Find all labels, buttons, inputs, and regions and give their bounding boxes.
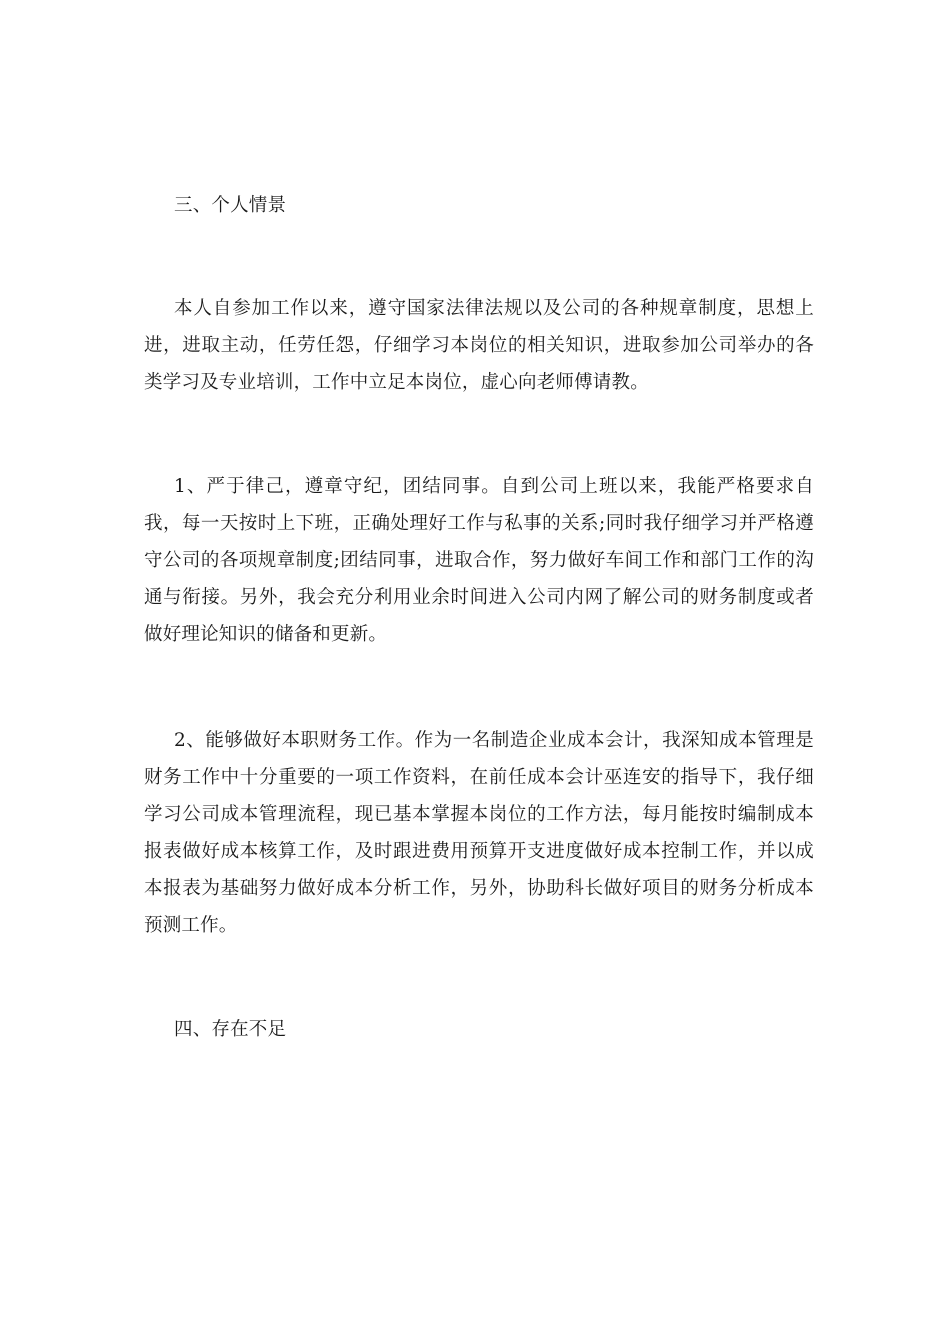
intro-paragraph: 本人自参加工作以来，遵守国家法律法规以及公司的各种规章制度，思想上进，进取主动，任劳任怨，仔细学习本岗位的相关知识，进取参加公司举办的各类学习及专业培训，工作中立足本岗位，虚心向老师傅请教。 [144, 298, 814, 393]
section-heading-personal-situation: 三、个人情景 [174, 195, 287, 216]
point-1-paragraph: 1、严于律己，遵章守纪，团结同事。自到公司上班以来，我能严格要求自我，每一天按时上下班，正确处理好工作与私事的关系;同时我仔细学习并严格遵守公司的各项规章制度;团结同事，进取合作，努力做好车间工作和部门工作的沟通与衔接。另外，我会充分利用业余时间进入公司内网了解公司的财务制度或者做好理论知识的储备和更新。 [144, 476, 814, 645]
point-2-paragraph: 2、能够做好本职财务工作。作为一名制造企业成本会计，我深知成本管理是财务工作中十分重要的一项工作资料，在前任成本会计巫连安的指导下，我仔细学习公司成本管理流程，现已基本掌握本岗位的工作方法，每月能按时编制成本报表做好成本核算工作，及时跟进费用预算开支进度做好成本控制工作，并以成本报表为基础努力做好成本分析工作，另外，协助科长做好项目的财务分析成本预测工作。 [144, 730, 814, 936]
section-heading-shortcomings: 四、存在不足 [174, 1019, 287, 1040]
